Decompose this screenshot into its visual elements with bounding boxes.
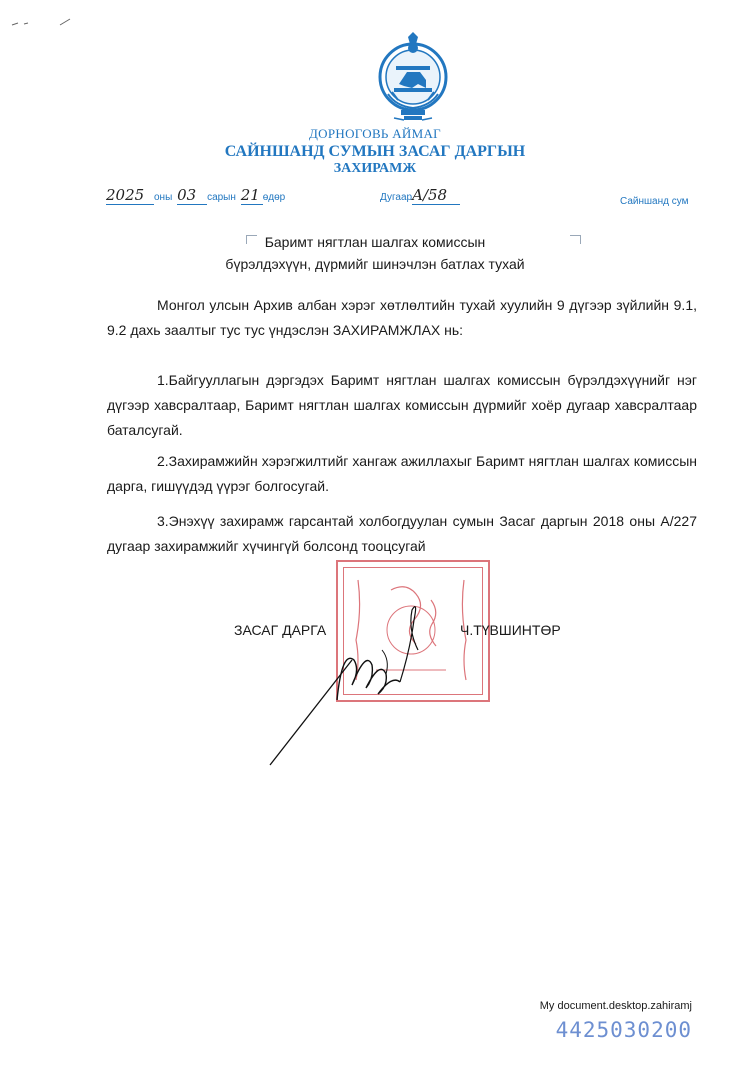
- signatory-title: ЗАСАГ ДАРГА: [234, 622, 327, 638]
- signatory-name: Ч.ТҮВШИНТӨР: [460, 622, 561, 638]
- document-serial-number: 4425030200: [555, 1018, 692, 1042]
- date-day-suffix: өдөр: [262, 192, 286, 203]
- aimag-title: ДОРНОГОВЬ АЙМАГ: [309, 126, 441, 141]
- document-subject: [180, 231, 570, 275]
- item-3-text: 3.Энэхүү захирамж гарсантай холбогдуулан сумын Засаг даргын 2018 оны А/227 дугаар захирамжийг хүчингүй болсонд тооцсугай: [107, 513, 697, 554]
- number-line: [380, 186, 460, 205]
- item-1-paragraph: [107, 368, 697, 443]
- file-path: My document.desktop.zahiramj: [539, 1000, 692, 1012]
- subject-line-1: Баримт нягтлан шалгах комиссын: [264, 234, 486, 250]
- subject-corner-right: [570, 235, 581, 244]
- item-3-paragraph: [107, 509, 697, 559]
- intro-text: Монгол улсын Архив албан хэрэг хөтлөлтийн тухай хуулийн 9 дүгээр зүйлийн 9.1, 9.2 дахь заалтыг тус тус үндэслэн ЗАХИРАМЖЛАХ нь:: [107, 297, 697, 338]
- date-line: [106, 186, 285, 205]
- date-year: 2025: [106, 186, 145, 204]
- place-name: Сайншанд сум: [620, 196, 689, 207]
- date-day: 21: [240, 186, 260, 204]
- handwritten-signature: [262, 590, 432, 770]
- document-number: A/58: [412, 186, 448, 204]
- date-month: 03: [177, 186, 197, 204]
- item-2-text: 2.Захирамжийн хэрэгжилтийг хангаж ажиллахыг Баримт нягтлан шалгах комиссын дарга, гишүүдэд үүрэг болгосугай.: [107, 453, 697, 494]
- office-title: САЙНШАНД СУМЫН ЗАСАГ ДАРГЫН: [224, 143, 526, 160]
- date-year-suffix: оны: [154, 192, 173, 203]
- state-emblem-icon: [374, 32, 452, 126]
- number-label: Дугаар: [380, 192, 413, 203]
- item-2-paragraph: [107, 449, 697, 499]
- date-month-suffix: сарын: [207, 192, 236, 203]
- document-type: ЗАХИРАМЖ: [333, 161, 417, 176]
- intro-paragraph: [107, 293, 697, 343]
- scan-mark: [10, 14, 74, 24]
- subject-line-2: бүрэлдэхүүн, дүрмийг шинэчлэн батлах тухай: [225, 256, 525, 272]
- item-1-text: 1.Байгууллагын дэргэдэх Баримт нягтлан шалгах комиссын бүрэлдэхүүнийг нэг дүгээр хавсралтаар, Баримт нягтлан шалгах комиссын дүрмийг хоёр дугаар хавсралтаар баталсугай.: [107, 372, 697, 438]
